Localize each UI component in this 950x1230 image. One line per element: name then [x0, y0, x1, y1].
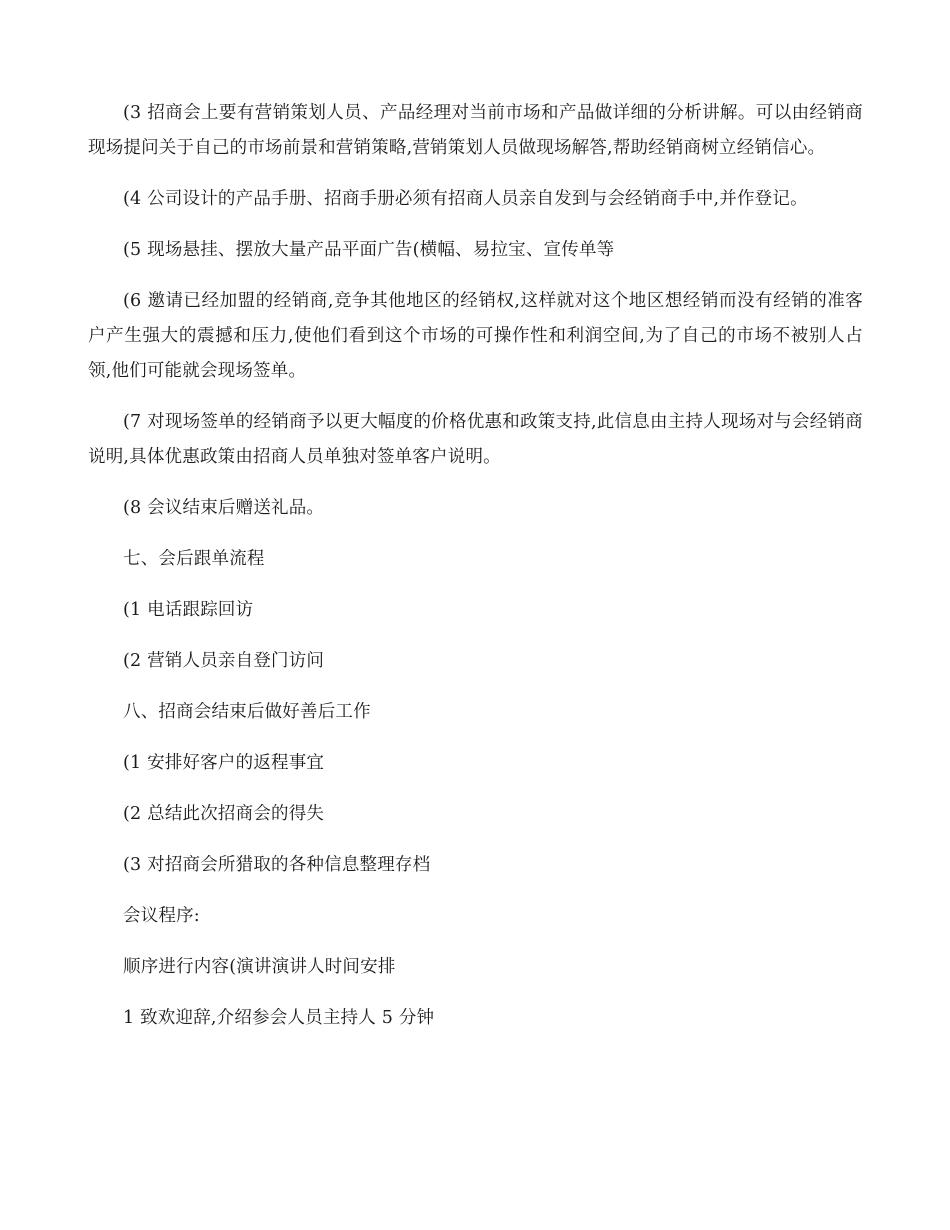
list-item-visit: (2 营销人员亲自登门访问 [123, 651, 325, 671]
agenda-item-1: 1 致欢迎辞,介绍参会人员主持人 5 分钟 [123, 1008, 435, 1028]
paragraph-7-discounts: (7 对现场签单的经销商予以更大幅度的价格优惠和政策支持,此信息由主持人现场对与会经销商说明,具体优惠政策由招商人员单独对签单客户说明。 [88, 412, 863, 467]
list-item-archive: (3 对招商会所猎取的各种信息整理存档 [123, 855, 431, 875]
list-item-phone-followup: (1 电话跟踪回访 [123, 600, 254, 620]
list-item-return-trip: (1 安排好客户的返程事宜 [123, 753, 325, 773]
agenda-columns: 顺序进行内容(演讲演讲人时间安排 [123, 957, 396, 977]
paragraph-8-gifts: (8 会议结束后赠送礼品。 [123, 498, 325, 518]
section-heading-followup: 七、会后跟单流程 [123, 549, 265, 569]
list-item-summary: (2 总结此次招商会的得失 [123, 804, 325, 824]
paragraph-4-manuals: (4 公司设计的产品手册、招商手册必须有招商人员亲自发到与会经销商手中,并作登记。 [123, 189, 808, 209]
paragraph-3-analysis: (3 招商会上要有营销策划人员、产品经理对当前市场和产品做详细的分析讲解。可以由经销商现场提问关于自己的市场前景和营销策略,营销策划人员做现场解答,帮助经销商树立经销信心。 [88, 103, 863, 158]
paragraph-5-ads: (5 现场悬挂、摆放大量产品平面广告(横幅、易拉宝、宣传单等 [123, 240, 615, 260]
paragraph-6-dealers: (6 邀请已经加盟的经销商,竞争其他地区的经销权,这样就对这个地区想经销而没有经销的准客户产生强大的震撼和压力,使他们看到这个市场的可操作性和利润空间,为了自己的市场不被别人占领,他们可能就会现场签单。 [88, 291, 863, 381]
section-heading-aftermath: 八、招商会结束后做好善后工作 [123, 702, 371, 722]
document-body [88, 96, 863, 1052]
agenda-heading: 会议程序: [123, 906, 200, 926]
